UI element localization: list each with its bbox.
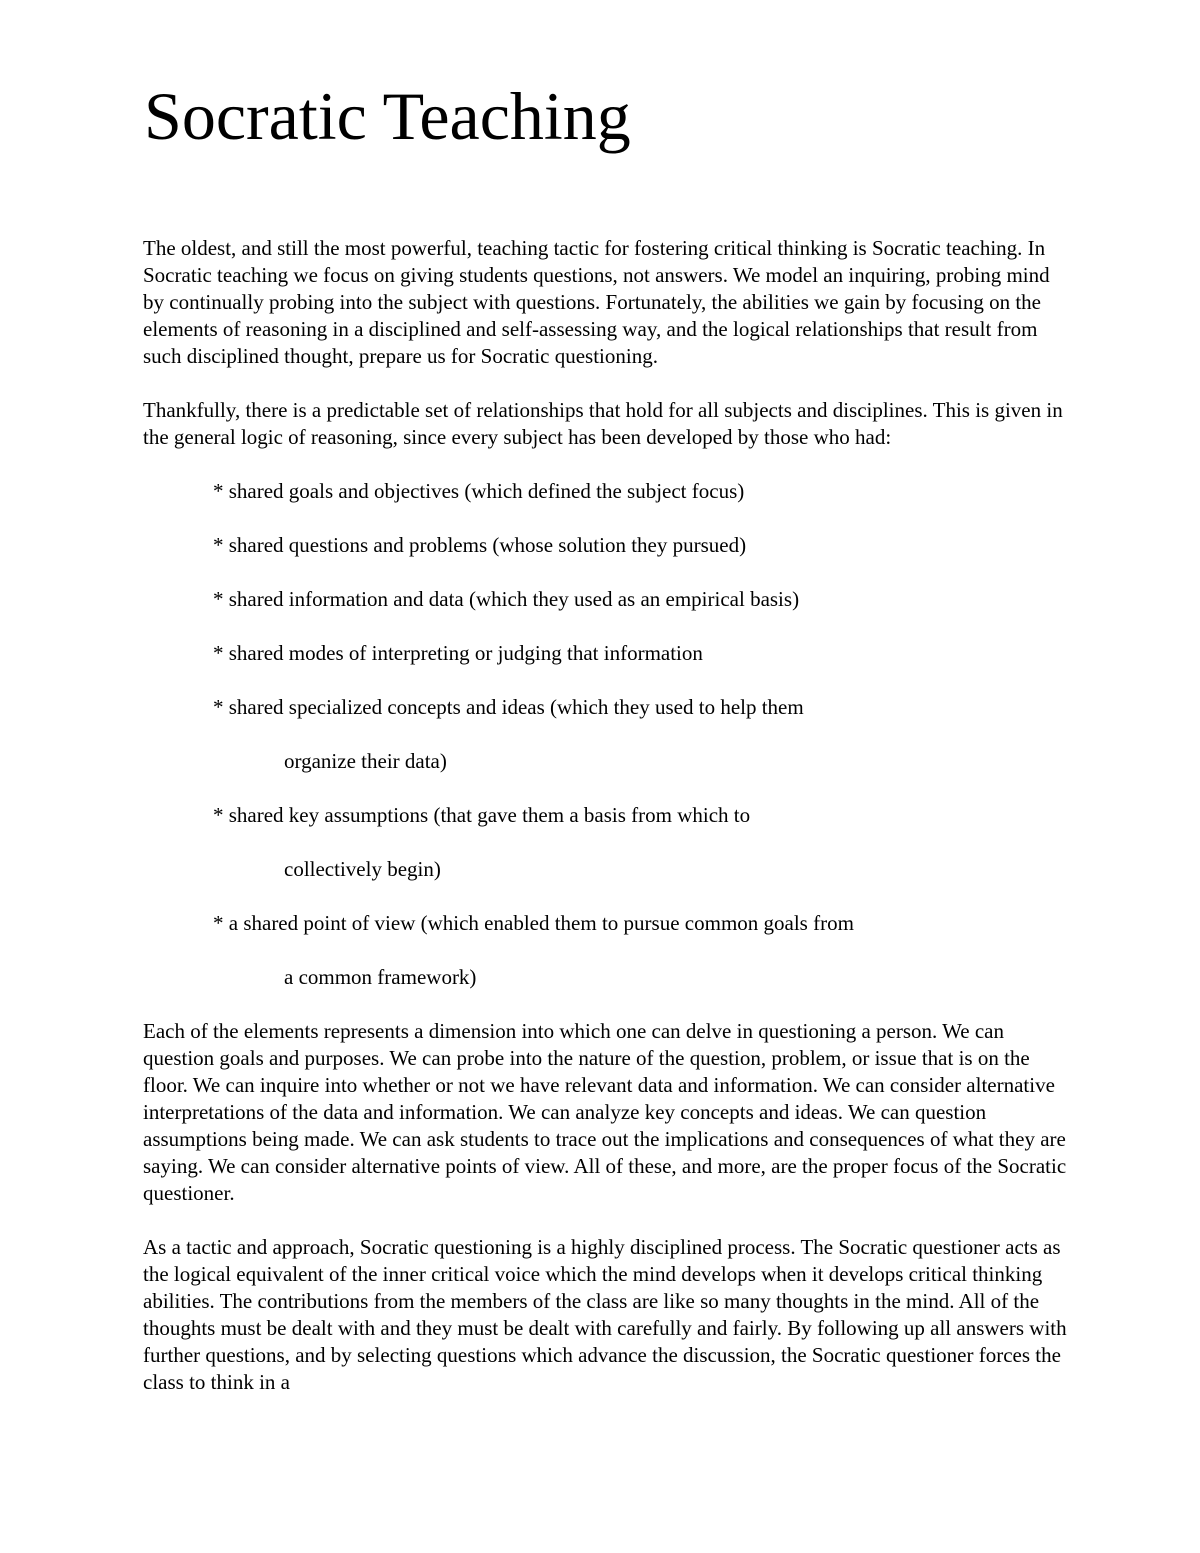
list-gap — [143, 667, 1068, 694]
list-item: * a shared point of view (which enabled them to pursue common goals from — [213, 911, 854, 935]
paragraph-intro: The oldest, and still the most powerful, teaching tactic for fostering critical thinking is Socratic teaching. In Socratic teaching we focus on giving students questions, not answers. We model an inquiring, probing mind by continually probing into the subject with questions. Fortunately, the abilities we gain by focusing on the elements of reasoning in a disciplined and self-assessing way, and the logical relationships that result from such disciplined thought, prepare us for Socratic questioning. — [143, 236, 1050, 368]
document-title: Socratic Teaching — [144, 78, 631, 154]
list-item: * shared specialized concepts and ideas (which they used to help them — [213, 695, 804, 719]
list-gap — [143, 883, 1068, 910]
list-item-continuation: a common framework) — [284, 965, 477, 989]
list-item-continuation: collectively begin) — [284, 857, 441, 881]
paragraph-gap — [143, 451, 1068, 478]
list-item: * shared modes of interpreting or judging that information — [213, 641, 703, 665]
paragraph-elements: Each of the elements represents a dimension into which one can delve in questioning a person. We can question goals and purposes. We can probe into the nature of the question, problem, or issue that is on the floor. We can inquire into whether or not we have relevant data and information. We can consider alternative interpretations of the data and information. We can analyze key concepts and ideas. We can question assumptions being made. We can ask students to trace out the implications and consequences of what they are saying. We can consider alternative points of view. All of these, and more, are the proper focus of the Socratic questioner. — [143, 1019, 1067, 1205]
list-item: * shared questions and problems (whose solution they pursued) — [213, 533, 747, 557]
list-item: * shared key assumptions (that gave them a basis from which to — [213, 803, 751, 827]
list-item-continuation: organize their data) — [284, 749, 447, 773]
list-gap — [143, 937, 1068, 964]
list-gap — [143, 613, 1068, 640]
list-gap — [143, 721, 1068, 748]
list-item: * shared goals and objectives (which defined the subject focus) — [213, 479, 745, 503]
paragraph-tactic: As a tactic and approach, Socratic questioning is a highly disciplined process. The Socratic questioner acts as the logical equivalent of the inner critical voice which the mind develops when it develops critical thinking abilities. The contributions from the members of the class are like so many thoughts in the mind. All of the thoughts must be dealt with and they must be dealt with carefully and fairly. By following up all answers with further questions, and by selecting questions which advance the discussion, the Socratic questioner forces the class to think in a — [143, 1235, 1067, 1394]
list-gap — [143, 505, 1068, 532]
list-gap — [143, 829, 1068, 856]
list-gap — [143, 775, 1068, 802]
list-item: * shared information and data (which they used as an empirical basis) — [213, 587, 800, 611]
paragraph-relationships: Thankfully, there is a predictable set of relationships that hold for all subjects and disciplines. This is given in the general logic of reasoning, since every subject has been developed by those who had: — [143, 398, 1063, 449]
paragraph-gap — [143, 991, 1068, 1018]
document-body — [143, 235, 1068, 1396]
paragraph-gap — [143, 370, 1068, 397]
list-gap — [143, 559, 1068, 586]
paragraph-gap — [143, 1207, 1068, 1234]
